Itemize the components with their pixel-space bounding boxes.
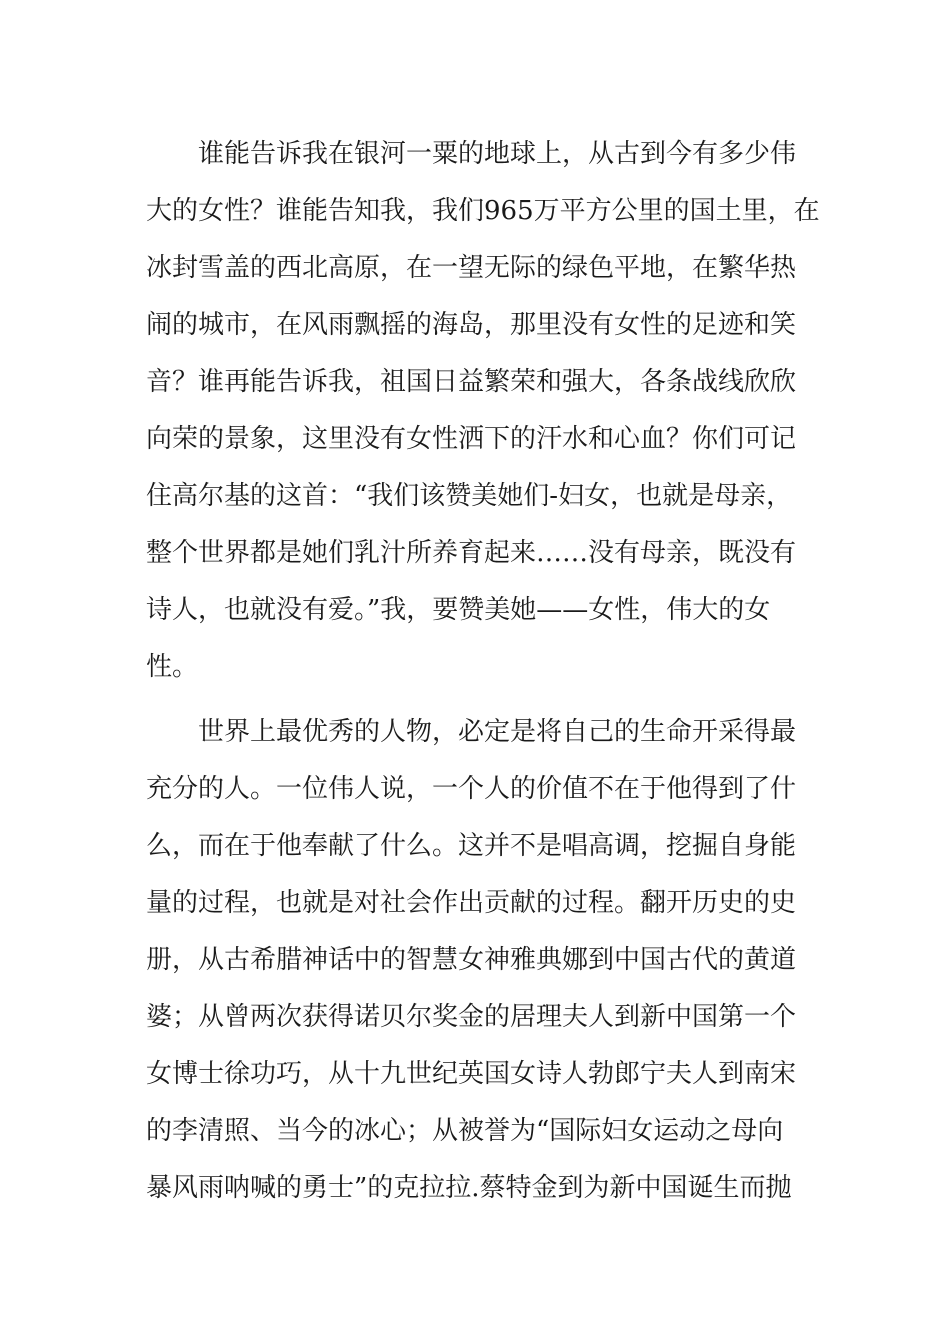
paragraph-1-line-10: 性。 <box>146 652 199 682</box>
paragraph-1-line-1: 谁能告诉我在银河一粟的地球上，从古到今有多少伟 <box>198 139 797 169</box>
paragraph-1-line-7: 住高尔基的这首：“我们该赞美她们-妇女，也就是母亲， <box>146 481 793 511</box>
paragraph-2-line-6: 婆；从曾两次获得诺贝尔奖金的居理夫人到新中国第一个 <box>146 1002 797 1032</box>
paragraph-1-line-8: 整个世界都是她们乳汁所养育起来……没有母亲，既没有 <box>146 538 797 568</box>
paragraph-2-line-3: 么，而在于他奉献了什么。这并不是唱高调，挖掘自身能 <box>146 831 797 861</box>
paragraph-2-line-9: 暴风雨呐喊的勇士”的克拉拉.蔡特金到为新中国诞生而抛 <box>146 1173 792 1203</box>
paragraph-2-line-2: 充分的人。一位伟人说，一个人的价值不在于他得到了什 <box>146 774 797 804</box>
paragraph-1-line-2: 大的女性？谁能告知我，我们965万平方公里的国土里，在 <box>146 196 820 226</box>
paragraph-2-line-5: 册，从古希腊神话中的智慧女神雅典娜到中国古代的黄道 <box>146 945 797 975</box>
paragraph-2-line-8: 的李清照、当今的冰心；从被誉为“国际妇女运动之母向 <box>146 1116 784 1146</box>
paragraph-1-line-9: 诗人，也就没有爱。”我，要赞美她——女性，伟大的女 <box>146 595 771 625</box>
paragraph-1-line-3: 冰封雪盖的西北高原，在一望无际的绿色平地，在繁华热 <box>146 253 797 283</box>
paragraph-2-line-4: 量的过程，也就是对社会作出贡献的过程。翻开历史的史 <box>146 888 797 918</box>
paragraph-1-line-5: 音？谁再能告诉我，祖国日益繁荣和强大，各条战线欣欣 <box>146 367 797 397</box>
paragraph-2-line-7: 女博士徐功巧，从十九世纪英国女诗人勃郎宁夫人到南宋 <box>146 1059 797 1089</box>
paragraph-1-line-4: 闹的城市，在风雨飘摇的海岛，那里没有女性的足迹和笑 <box>146 310 797 340</box>
paragraph-1-line-6: 向荣的景象，这里没有女性洒下的汗水和心血？你们可记 <box>146 424 797 454</box>
paragraph-2-line-1: 世界上最优秀的人物，必定是将自己的生命开采得最 <box>198 717 797 747</box>
